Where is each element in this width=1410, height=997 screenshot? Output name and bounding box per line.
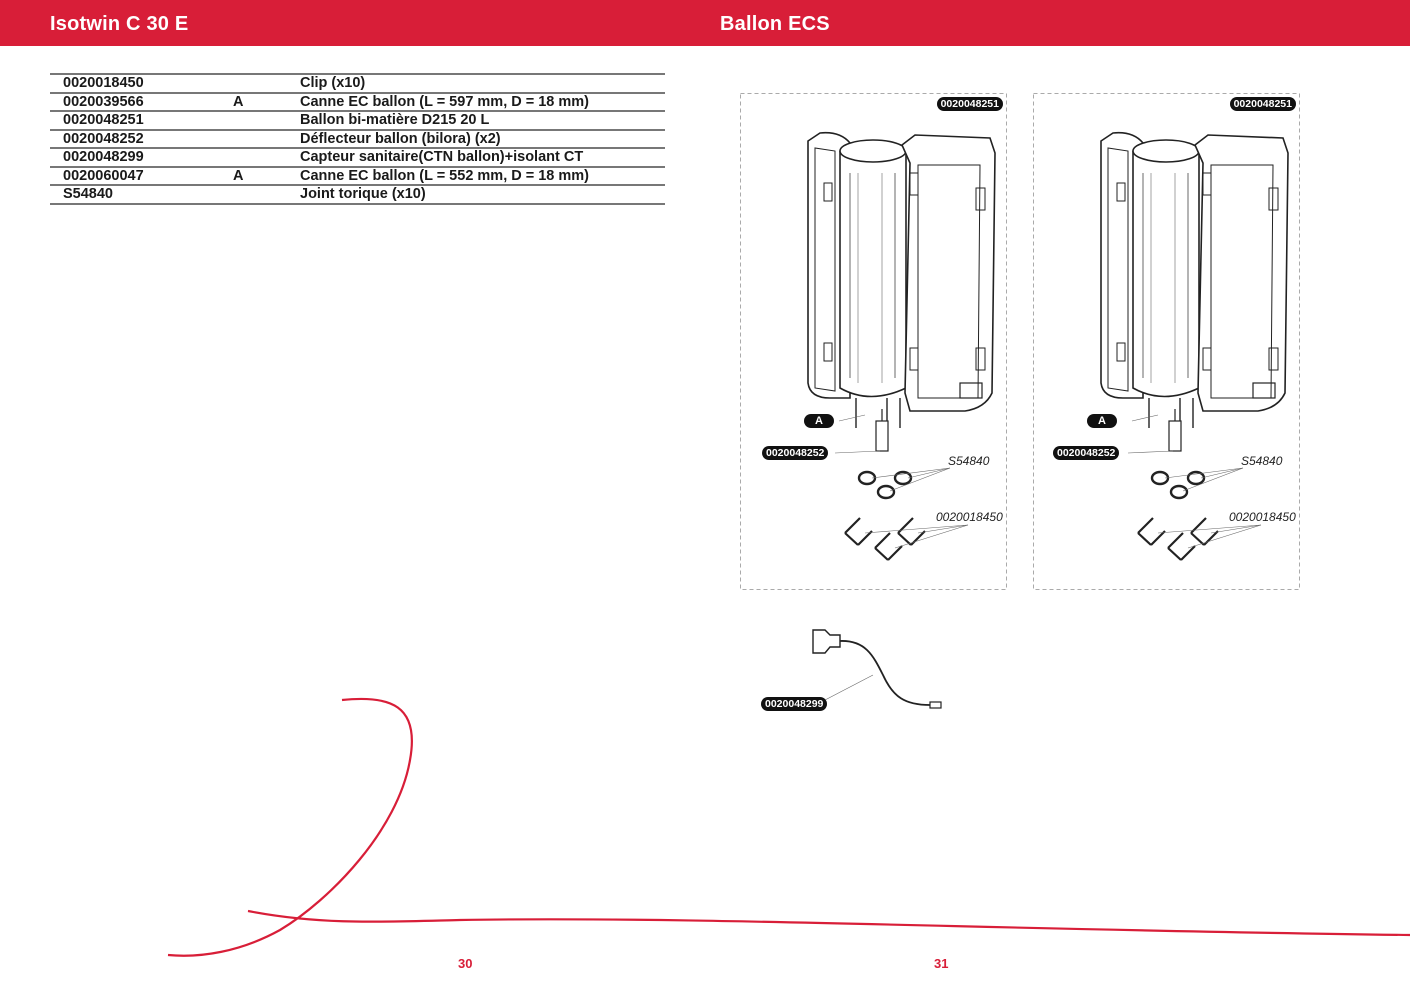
part-description: Clip (x10) (300, 75, 366, 92)
tank-callout: 0020048251 (1230, 97, 1296, 111)
part-description: Capteur sanitaire(CTN ballon)+isolant CT (300, 149, 584, 166)
part-description: Joint torique (x10) (300, 186, 426, 203)
part-ref: 0020060047 (63, 167, 144, 184)
part-ref: S54840 (63, 186, 113, 203)
page-number-left: 30 (458, 956, 473, 971)
rod-callout: A (1087, 414, 1117, 428)
part-ref: 0020048251 (63, 112, 144, 129)
part-ref: 0020018450 (63, 75, 144, 92)
part-description: Ballon bi-matière D215 20 L (300, 112, 490, 129)
part-description: Canne EC ballon (L = 552 mm, D = 18 mm) (300, 167, 590, 184)
page-number-right: 31 (934, 956, 949, 971)
part-key: A (233, 93, 244, 110)
part-description: Canne EC ballon (L = 597 mm, D = 18 mm) (300, 93, 590, 110)
sensor-callout: 0020048299 (761, 697, 827, 711)
clip-label: 0020018450 (1229, 510, 1296, 524)
tank-exploded-view-2 (1033, 93, 1300, 590)
part-description: Déflecteur ballon (bilora) (x2) (300, 130, 501, 147)
part-ref: 0020039566 (63, 93, 144, 110)
seal-label: S54840 (1241, 454, 1283, 468)
tank-exploded-view-1 (740, 93, 1007, 590)
page-title-right: Ballon ECS (720, 13, 830, 35)
part-ref: 0020048252 (63, 130, 144, 147)
sensor-diagram (755, 625, 955, 720)
part-ref: 0020048299 (63, 149, 144, 166)
tank-callout: 0020048251 (937, 97, 1003, 111)
page-title-left: Isotwin C 30 E (50, 13, 189, 35)
seal-label: S54840 (948, 454, 990, 468)
deflector-callout: 0020048252 (762, 446, 828, 460)
rod-callout: A (804, 414, 834, 428)
clip-label: 0020018450 (936, 510, 1003, 524)
deflector-callout: 0020048252 (1053, 446, 1119, 460)
part-key: A (233, 167, 244, 184)
